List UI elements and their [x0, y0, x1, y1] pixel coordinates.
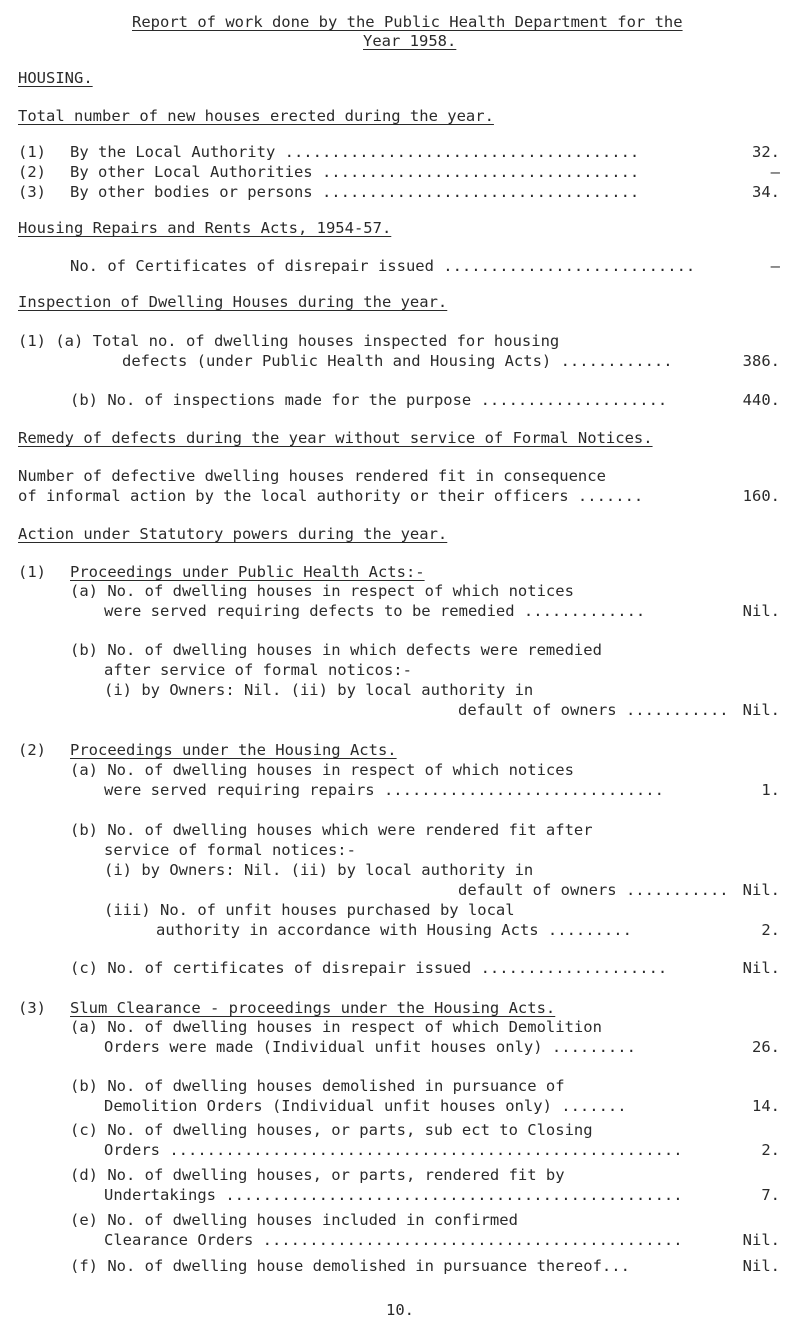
section-heading: HOUSING. — [18, 69, 93, 87]
inspection-b-value: 440. — [742, 391, 780, 409]
p2-b-line5: (iii) No. of unfit houses purchased by local — [104, 901, 515, 919]
p3-a-value: 26. — [752, 1038, 780, 1056]
item-label: By the Local Authority ...................................... — [70, 143, 640, 161]
p1-b-value: Nil. — [742, 701, 780, 719]
p3-number: (3) — [18, 999, 46, 1017]
p2-number: (2) — [18, 741, 46, 759]
p2-b-line4: default of owners ........... — [458, 881, 729, 899]
inspection-b-line: (b) No. of inspections made for the purpose .................... — [70, 391, 668, 409]
p2-b-value: Nil. — [742, 881, 780, 899]
p3-b-line2: Demolition Orders (Individual unfit houses only) ....... — [104, 1097, 627, 1115]
item-value: — — [770, 163, 780, 181]
remedy-heading: Remedy of defects during the year without service of Formal Notices. — [18, 429, 653, 447]
p1-b-line3: (i) by Owners: Nil. (ii) by local authority in — [104, 681, 534, 699]
remedy-line2: of informal action by the local authority or their officers ....... — [18, 487, 644, 505]
item-label: By other bodies or persons .................................. — [70, 183, 640, 201]
inspection-a-line1: (1) (a) Total no. of dwelling houses inspected for housing — [18, 332, 560, 350]
p1-b-line4: default of owners ........... — [458, 701, 729, 719]
p3-e-line1: (e) No. of dwelling houses included in confirmed — [70, 1211, 518, 1229]
p3-d-line2: Undertakings ................................................. — [104, 1186, 683, 1204]
p3-d-value: 7. — [761, 1186, 780, 1204]
p2-b-line3: (i) by Owners: Nil. (ii) by local authority in — [104, 861, 534, 879]
item-value: 32. — [752, 143, 780, 161]
p3-a-line2: Orders were made (Individual unfit houses only) ......... — [104, 1038, 636, 1056]
p3-f-value: Nil. — [742, 1257, 780, 1275]
p2-c-line: (c) No. of certificates of disrepair issued .................... — [70, 959, 668, 977]
page-number: 10. — [386, 1301, 414, 1319]
statutory-heading: Action under Statutory powers during the year. — [18, 525, 448, 543]
item-value: 34. — [752, 183, 780, 201]
p1-b-line2: after service of formal noticos:- — [104, 661, 412, 679]
p2-a-line2: were served requiring repairs .............................. — [104, 781, 664, 799]
p2-b-value2: 2. — [761, 921, 780, 939]
repairs-value: — — [770, 257, 780, 275]
p2-heading: Proceedings under the Housing Acts. — [70, 741, 397, 759]
inspection-a-value: 386. — [742, 352, 780, 370]
p2-b-line1: (b) No. of dwelling houses which were rendered fit after — [70, 821, 593, 839]
p2-a-value: 1. — [761, 781, 780, 799]
new-houses-heading: Total number of new houses erected during the year. — [18, 107, 494, 125]
p3-e-line2: Clearance Orders ............................................. — [104, 1231, 683, 1249]
p1-a-line2: were served requiring defects to be remedied ............. — [104, 602, 646, 620]
p3-b-value: 14. — [752, 1097, 780, 1115]
item-number: (1) — [18, 143, 46, 161]
remedy-line1: Number of defective dwelling houses rendered fit in consequence — [18, 467, 606, 485]
p3-heading: Slum Clearance - proceedings under the Housing Acts. — [70, 999, 556, 1017]
remedy-value: 160. — [742, 487, 780, 505]
p2-c-value: Nil. — [742, 959, 780, 977]
p3-b-line1: (b) No. of dwelling houses demolished in pursuance of — [70, 1077, 565, 1095]
repairs-line: No. of Certificates of disrepair issued ........................... — [70, 257, 696, 275]
item-number: (3) — [18, 183, 46, 201]
p3-c-value: 2. — [761, 1141, 780, 1159]
p2-b-line6: authority in accordance with Housing Acts ......... — [156, 921, 632, 939]
p1-heading: Proceedings under Public Health Acts:- — [70, 563, 425, 581]
report-title-line1: Report of work done by the Public Health Department for the — [132, 13, 683, 31]
p3-d-line1: (d) No. of dwelling houses, or parts, rendered fit by — [70, 1166, 565, 1184]
p1-a-line1: (a) No. of dwelling houses in respect of which notices — [70, 582, 574, 600]
p2-a-line1: (a) No. of dwelling houses in respect of which notices — [70, 761, 574, 779]
p2-b-line2: service of formal notices:- — [104, 841, 356, 859]
repairs-heading: Housing Repairs and Rents Acts, 1954-57. — [18, 219, 392, 237]
item-number: (2) — [18, 163, 46, 181]
inspection-a-line2: defects (under Public Health and Housing Acts) ............ — [122, 352, 673, 370]
p3-c-line2: Orders ....................................................... — [104, 1141, 683, 1159]
p1-b-line1: (b) No. of dwelling houses in which defects were remedied — [70, 641, 602, 659]
report-title-line2: Year 1958. — [363, 32, 457, 50]
p3-e-value: Nil. — [742, 1231, 780, 1249]
p1-number: (1) — [18, 563, 46, 581]
item-label: By other Local Authorities .................................. — [70, 163, 640, 181]
inspection-heading: Inspection of Dwelling Houses during the year. — [18, 293, 448, 311]
p3-c-line1: (c) No. of dwelling houses, or parts, sub ect to Closing — [70, 1121, 593, 1139]
p3-a-line1: (a) No. of dwelling houses in respect of which Demolition — [70, 1018, 602, 1036]
p1-a-value: Nil. — [742, 602, 780, 620]
p3-f-line: (f) No. of dwelling house demolished in pursuance thereof... — [70, 1257, 630, 1275]
